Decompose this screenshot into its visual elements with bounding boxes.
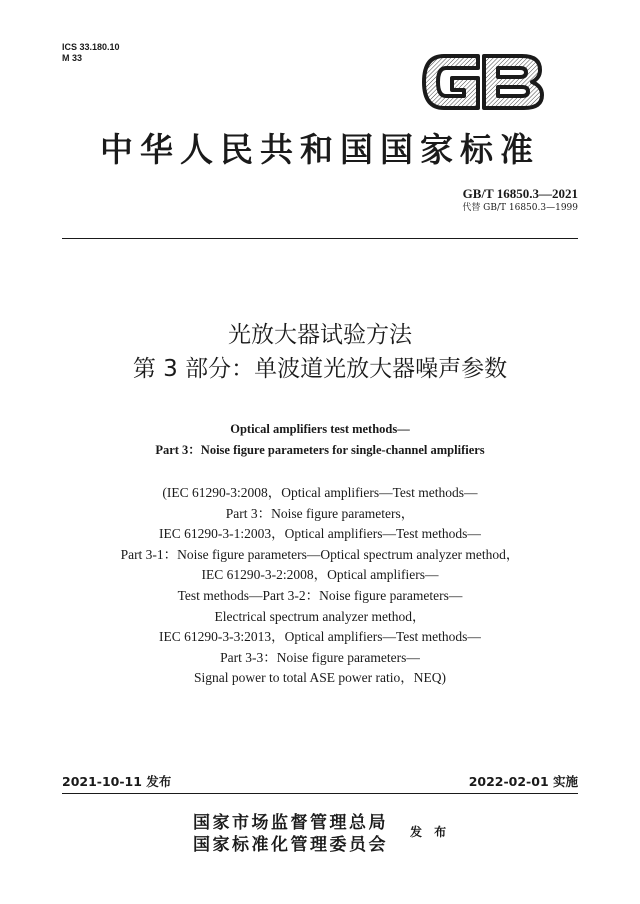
- standard-number: GB/T 16850.3—2021: [462, 186, 578, 201]
- issuer-sac: 国家标准化管理委员会: [193, 835, 388, 855]
- english-title-line-1: Optical amplifiers test methods—: [230, 422, 410, 436]
- chinese-title-line-2: 第 3 部分：单波道光放大器噪声参数: [132, 356, 508, 382]
- national-standard-title: 中华人民共和国国家标准: [100, 130, 540, 169]
- iec-equivalence-note: [0, 483, 640, 689]
- issuer-samr: 国家市场监督管理总局: [193, 813, 388, 833]
- iec-line: Test methods—Part 3-2：Noise figure parameters—: [177, 587, 463, 603]
- iec-line: Signal power to total ASE power ratio，NEQ): [194, 670, 446, 686]
- iec-line: IEC 61290-3-2:2008，Optical amplifiers—: [201, 567, 439, 583]
- iec-line: IEC 61290-3-1:2003，Optical amplifiers—Test methods—: [159, 526, 481, 542]
- ics-code: ICS 33.180.10: [62, 42, 120, 52]
- iec-line: (IEC 61290-3:2008，Optical amplifiers—Test methods—: [162, 485, 478, 500]
- chinese-title: [0, 318, 640, 386]
- iec-line: Electrical spectrum analyzer method，: [214, 608, 426, 624]
- iec-line: Part 3-3：Noise figure parameters—: [220, 649, 420, 665]
- english-title: [0, 419, 640, 461]
- classification-codes: [62, 42, 120, 64]
- iec-line: Part 3：Noise figure parameters，: [225, 505, 415, 521]
- replaces-standard: 代替 GB/T 16850.3—1999: [462, 203, 578, 213]
- footer-divider: [62, 793, 578, 794]
- iec-line: Part 3-1：Noise figure parameters—Optical spectrum analyzer method，: [120, 546, 520, 562]
- header-divider: [62, 238, 578, 239]
- issue-date: 2021-10-11 发布: [62, 774, 172, 789]
- standard-designation: [462, 186, 578, 214]
- chinese-title-line-1: 光放大器试验方法: [228, 322, 412, 348]
- iec-line: IEC 61290-3-3:2013，Optical amplifiers—Test methods—: [159, 629, 481, 645]
- issuing-authorities: [193, 812, 388, 856]
- implementation-date: 2022-02-01 实施: [468, 774, 578, 789]
- gb-logo-icon: [418, 48, 546, 116]
- ccs-code: M 33: [62, 53, 83, 63]
- publish-label: 发 布: [410, 825, 451, 839]
- english-title-line-2: Part 3：Noise figure parameters for single-channel amplifiers: [155, 443, 485, 457]
